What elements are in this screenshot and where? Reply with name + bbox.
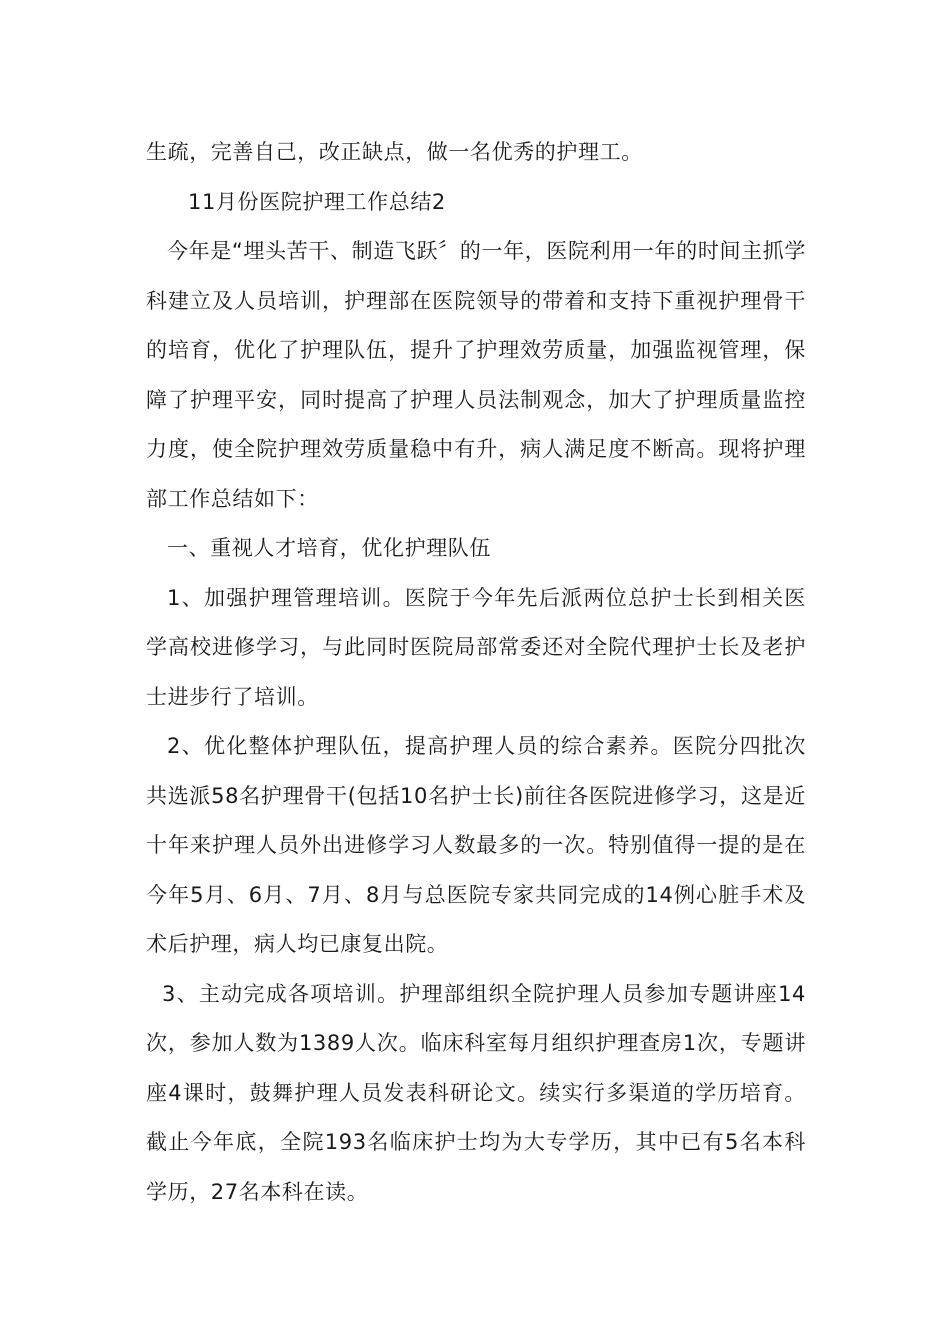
paragraph-item-1: 1、加强护理管理培训。医院于今年先后派两位总护士长到相关医学高校进修学习，与此同时医院局部常委还对全院代理护士长及老护士进步行了培训。 xyxy=(146,585,806,709)
paragraph-intro: 今年是“埋头苦干、制造飞跃〞的一年，医院利用一年的时间主抓学科建立及人员培训，护理部在医院领导的带着和支持下重视护理骨干的培育，优化了护理队伍，提升了护理效劳质量，加强监视管理，保障了护理平安，同时提高了护理人员法制观念，加大了护理质量监控力度，使全院护理效劳质量稳中有升，病人满足度不断高。现将护理部工作总结如下： xyxy=(146,239,806,511)
paragraph-item-2: 2、优化整体护理队伍，提高护理人员的综合素养。医院分四批次共选派58名护理骨干(包括10名护士长)前往各医院进修学习，这是近十年来护理人员外出进修学习人数最多的一次。特别值得一提的是在今年5月、6月、7月、8月与总医院专家共同完成的14例心脏手术及术后护理，病人均已康复出院。 xyxy=(146,734,806,956)
section-title: 11月份医院护理工作总结2 xyxy=(188,189,446,214)
document-body xyxy=(146,128,806,1217)
paragraph-continuation: 生疏，完善自己，改正缺点，做一名优秀的护理工。 xyxy=(146,140,643,164)
heading-section-1: 一、重视人才培育，优化护理队伍 xyxy=(167,536,491,560)
paragraph-item-3: 3、主动完成各项培训。护理部组织全院护理人员参加专题讲座14次，参加人数为1389人次。临床科室每月组织护理查房1次，专题讲座4课时，鼓舞护理人员发表科研论文。续实行多渠道的学历培育。截止今年底，全院193名临床护士均为大专学历，其中已有5名本科学历，27名本科在读。 xyxy=(146,981,806,1204)
